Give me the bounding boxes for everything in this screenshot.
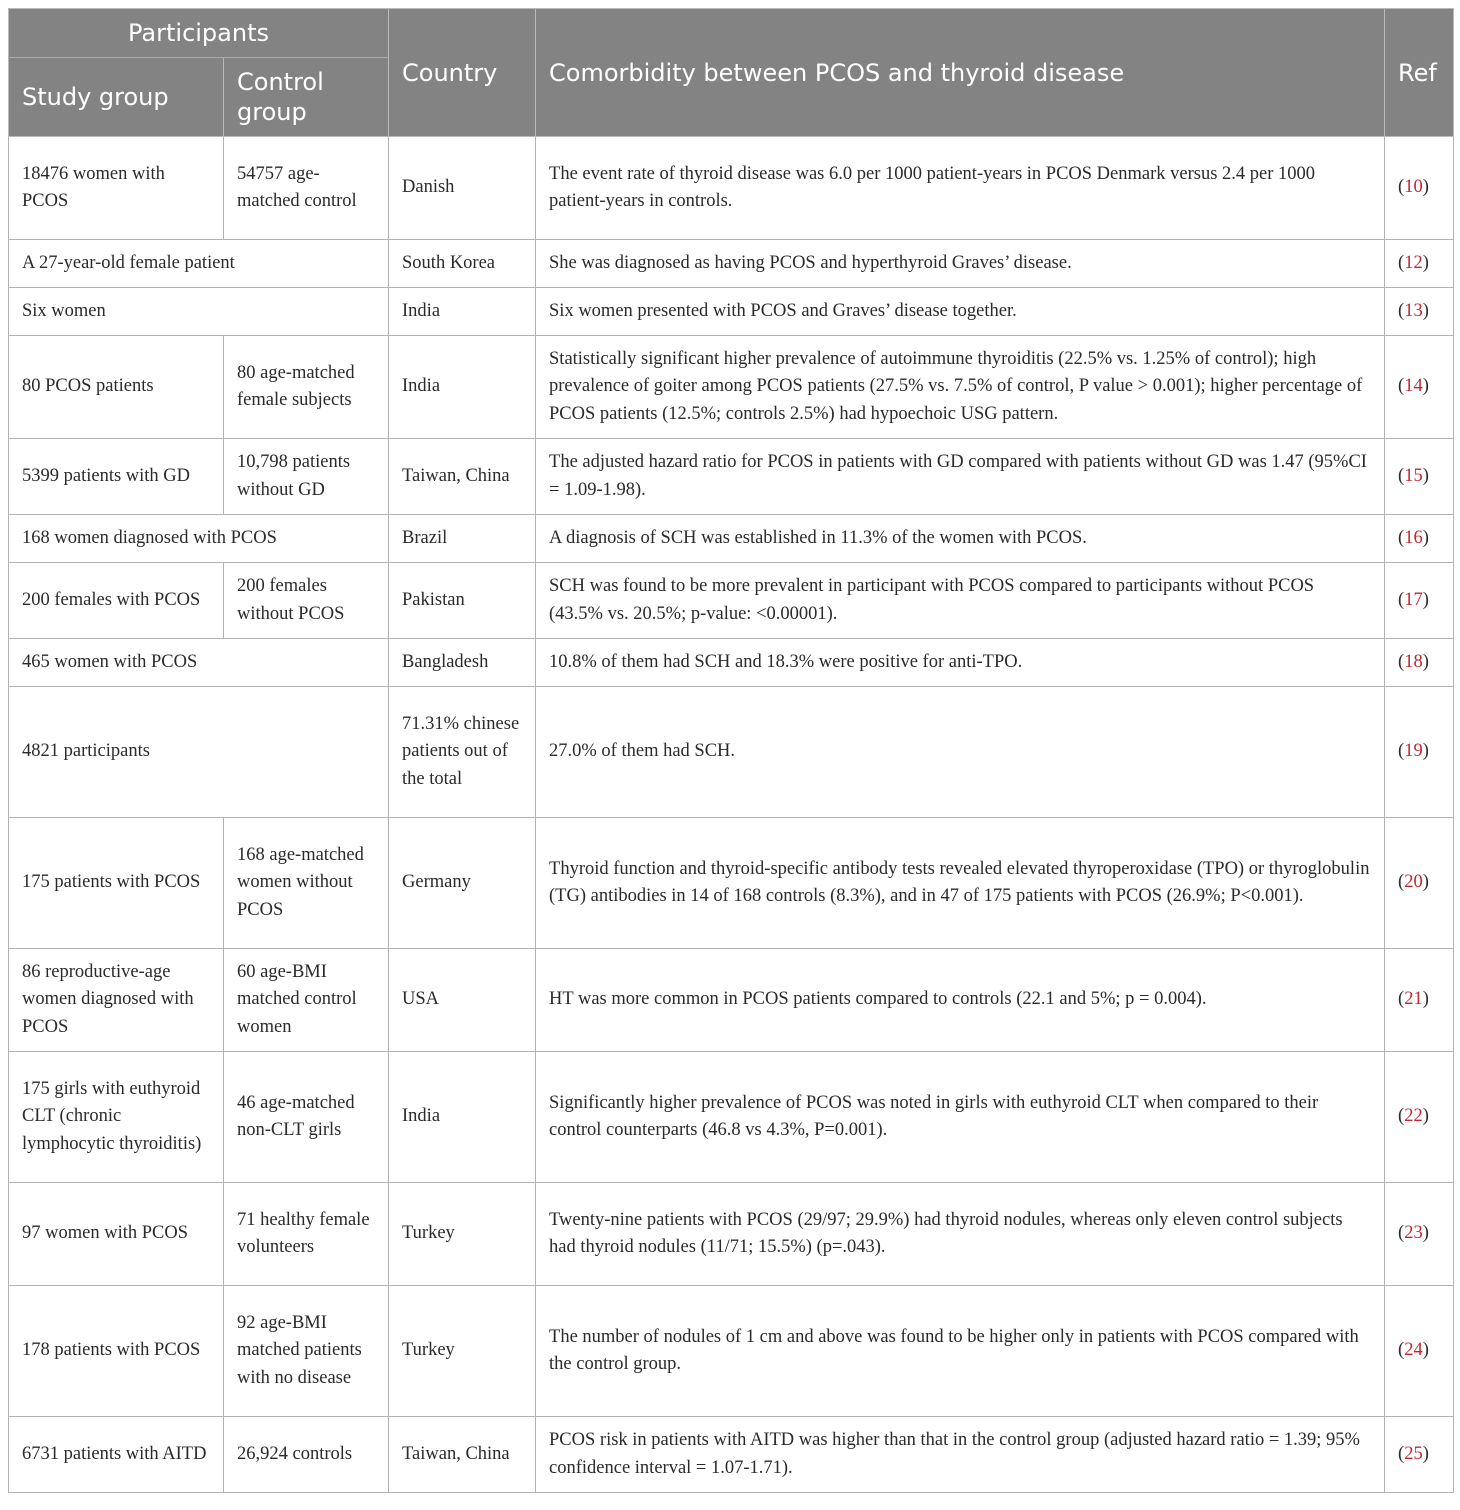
table-row	[9, 336, 1454, 439]
table-header	[9, 9, 1454, 137]
cell-study-group: 18476 women with PCOS	[9, 137, 224, 240]
cell-study-group: 80 PCOS patients	[9, 336, 224, 439]
cell-study-group: 5399 patients with GD	[9, 439, 224, 515]
table-row	[9, 818, 1454, 949]
cell-study-group: 86 reproductive-age women diagnosed with PCOS	[9, 949, 224, 1052]
table-row	[9, 439, 1454, 515]
cell-ref: (16)	[1385, 515, 1454, 563]
cell-comorbidity: The event rate of thyroid disease was 6.0 per 1000 patient-years in PCOS Denmark versus 2.4 per 1000 patient-years in controls.	[536, 137, 1385, 240]
cell-study-group: 97 women with PCOS	[9, 1183, 224, 1286]
header-comorbidity: Comorbidity between PCOS and thyroid disease	[536, 9, 1385, 137]
header-country: Country	[389, 9, 536, 137]
table-row	[9, 240, 1454, 288]
cell-study-group: 178 patients with PCOS	[9, 1286, 224, 1417]
table-row	[9, 639, 1454, 687]
table-row	[9, 1183, 1454, 1286]
cell-control-group: 10,798 patients without GD	[224, 439, 389, 515]
cell-study-group: 6731 patients with AITD	[9, 1417, 224, 1493]
cell-comorbidity: A diagnosis of SCH was established in 11.3% of the women with PCOS.	[536, 515, 1385, 563]
cell-study-group: 175 patients with PCOS	[9, 818, 224, 949]
table-row	[9, 563, 1454, 639]
cell-ref: (14)	[1385, 336, 1454, 439]
cell-comorbidity: SCH was found to be more prevalent in participant with PCOS compared to participants without PCOS (43.5% vs. 20.5%; p-value: <0.00001).	[536, 563, 1385, 639]
cell-comorbidity: 27.0% of them had SCH.	[536, 687, 1385, 818]
cell-country: India	[389, 288, 536, 336]
reference-link[interactable]: 10	[1404, 177, 1423, 198]
header-ref: Ref	[1385, 9, 1454, 137]
reference-link[interactable]: 12	[1404, 252, 1423, 273]
cell-study-group: 465 women with PCOS	[9, 639, 389, 687]
cell-control-group: 60 age-BMI matched control women	[224, 949, 389, 1052]
cell-country: Germany	[389, 818, 536, 949]
cell-comorbidity: HT was more common in PCOS patients compared to controls (22.1 and 5%; p = 0.004).	[536, 949, 1385, 1052]
reference-link[interactable]: 23	[1404, 1223, 1423, 1244]
cell-study-group: Six women	[9, 288, 389, 336]
cell-comorbidity: Statistically significant higher prevalence of autoimmune thyroiditis (22.5% vs. 1.25% of control); high prevalence of goiter among PCOS patients (27.5% vs. 7.5% of control, P value > 0.001); higher percentage of PCOS patients (12.5%; controls 2.5%) had hypoechoic USG pattern.	[536, 336, 1385, 439]
reference-link[interactable]: 25	[1404, 1443, 1423, 1464]
cell-ref: (13)	[1385, 288, 1454, 336]
cell-ref: (19)	[1385, 687, 1454, 818]
header-control-group: Control group	[224, 58, 389, 137]
cell-control-group: 54757 age-matched control	[224, 137, 389, 240]
cell-country: Turkey	[389, 1183, 536, 1286]
reference-link[interactable]: 21	[1404, 989, 1423, 1010]
table-row	[9, 288, 1454, 336]
cell-comorbidity: Six women presented with PCOS and Graves’ disease together.	[536, 288, 1385, 336]
cell-country: Bangladesh	[389, 639, 536, 687]
cell-country: USA	[389, 949, 536, 1052]
cell-ref: (20)	[1385, 818, 1454, 949]
cell-ref: (21)	[1385, 949, 1454, 1052]
cell-comorbidity: Significantly higher prevalence of PCOS was noted in girls with euthyroid CLT when compared to their control counterparts (46.8 vs 4.3%, P=0.001).	[536, 1052, 1385, 1183]
reference-link[interactable]: 13	[1404, 300, 1423, 321]
cell-ref: (23)	[1385, 1183, 1454, 1286]
reference-link[interactable]: 22	[1404, 1106, 1423, 1127]
cell-ref: (12)	[1385, 240, 1454, 288]
cell-study-group: 200 females with PCOS	[9, 563, 224, 639]
cell-country: Brazil	[389, 515, 536, 563]
table-row	[9, 1417, 1454, 1493]
table-row	[9, 949, 1454, 1052]
reference-link[interactable]: 17	[1404, 589, 1423, 610]
header-participants: Participants	[9, 9, 389, 58]
reference-link[interactable]: 19	[1404, 741, 1423, 762]
cell-study-group: A 27-year-old female patient	[9, 240, 389, 288]
cell-control-group: 46 age-matched non-CLT girls	[224, 1052, 389, 1183]
cell-country: Pakistan	[389, 563, 536, 639]
cell-control-group: 80 age-matched female subjects	[224, 336, 389, 439]
cell-ref: (24)	[1385, 1286, 1454, 1417]
table-row	[9, 687, 1454, 818]
cell-study-group: 168 women diagnosed with PCOS	[9, 515, 389, 563]
cell-control-group: 71 healthy female volunteers	[224, 1183, 389, 1286]
cell-country: India	[389, 336, 536, 439]
cell-study-group: 175 girls with euthyroid CLT (chronic lymphocytic thyroiditis)	[9, 1052, 224, 1183]
table-row	[9, 515, 1454, 563]
cell-comorbidity: Twenty-nine patients with PCOS (29/97; 29.9%) had thyroid nodules, whereas only eleven control subjects had thyroid nodules (11/71; 15.5%) (p=.043).	[536, 1183, 1385, 1286]
table-row	[9, 1052, 1454, 1183]
cell-country: South Korea	[389, 240, 536, 288]
cell-ref: (22)	[1385, 1052, 1454, 1183]
comorbidity-table	[8, 8, 1454, 1493]
reference-link[interactable]: 18	[1404, 651, 1423, 672]
reference-link[interactable]: 24	[1404, 1340, 1423, 1361]
table-row	[9, 137, 1454, 240]
cell-study-group: 4821 participants	[9, 687, 389, 818]
cell-comorbidity: She was diagnosed as having PCOS and hyperthyroid Graves’ disease.	[536, 240, 1385, 288]
header-study-group: Study group	[9, 58, 224, 137]
cell-control-group: 200 females without PCOS	[224, 563, 389, 639]
cell-ref: (10)	[1385, 137, 1454, 240]
table-row	[9, 1286, 1454, 1417]
cell-country: 71.31% chinese patients out of the total	[389, 687, 536, 818]
cell-ref: (15)	[1385, 439, 1454, 515]
cell-country: Taiwan, China	[389, 1417, 536, 1493]
cell-country: Taiwan, China	[389, 439, 536, 515]
reference-link[interactable]: 15	[1404, 465, 1423, 486]
cell-comorbidity: The number of nodules of 1 cm and above was found to be higher only in patients with PCOS compared with the control group.	[536, 1286, 1385, 1417]
cell-ref: (17)	[1385, 563, 1454, 639]
cell-control-group: 92 age-BMI matched patients with no disease	[224, 1286, 389, 1417]
cell-country: Danish	[389, 137, 536, 240]
cell-country: India	[389, 1052, 536, 1183]
cell-country: Turkey	[389, 1286, 536, 1417]
cell-comorbidity: Thyroid function and thyroid-specific antibody tests revealed elevated thyroperoxidase (TPO) or thyroglobulin (TG) antibodies in 14 of 168 controls (8.3%), and in 47 of 175 patients with PCOS (26.9%; P<0.001).	[536, 818, 1385, 949]
cell-ref: (25)	[1385, 1417, 1454, 1493]
cell-ref: (18)	[1385, 639, 1454, 687]
reference-link[interactable]: 20	[1404, 872, 1423, 893]
cell-control-group: 26,924 controls	[224, 1417, 389, 1493]
reference-link[interactable]: 14	[1404, 376, 1423, 397]
cell-control-group: 168 age-matched women without PCOS	[224, 818, 389, 949]
cell-comorbidity: 10.8% of them had SCH and 18.3% were positive for anti-TPO.	[536, 639, 1385, 687]
cell-comorbidity: PCOS risk in patients with AITD was higher than that in the control group (adjusted hazard ratio = 1.39; 95% confidence interval = 1.07-1.71).	[536, 1417, 1385, 1493]
table-body	[9, 137, 1454, 1493]
reference-link[interactable]: 16	[1404, 527, 1423, 548]
cell-comorbidity: The adjusted hazard ratio for PCOS in patients with GD compared with patients without GD was 1.47 (95%CI = 1.09-1.98).	[536, 439, 1385, 515]
